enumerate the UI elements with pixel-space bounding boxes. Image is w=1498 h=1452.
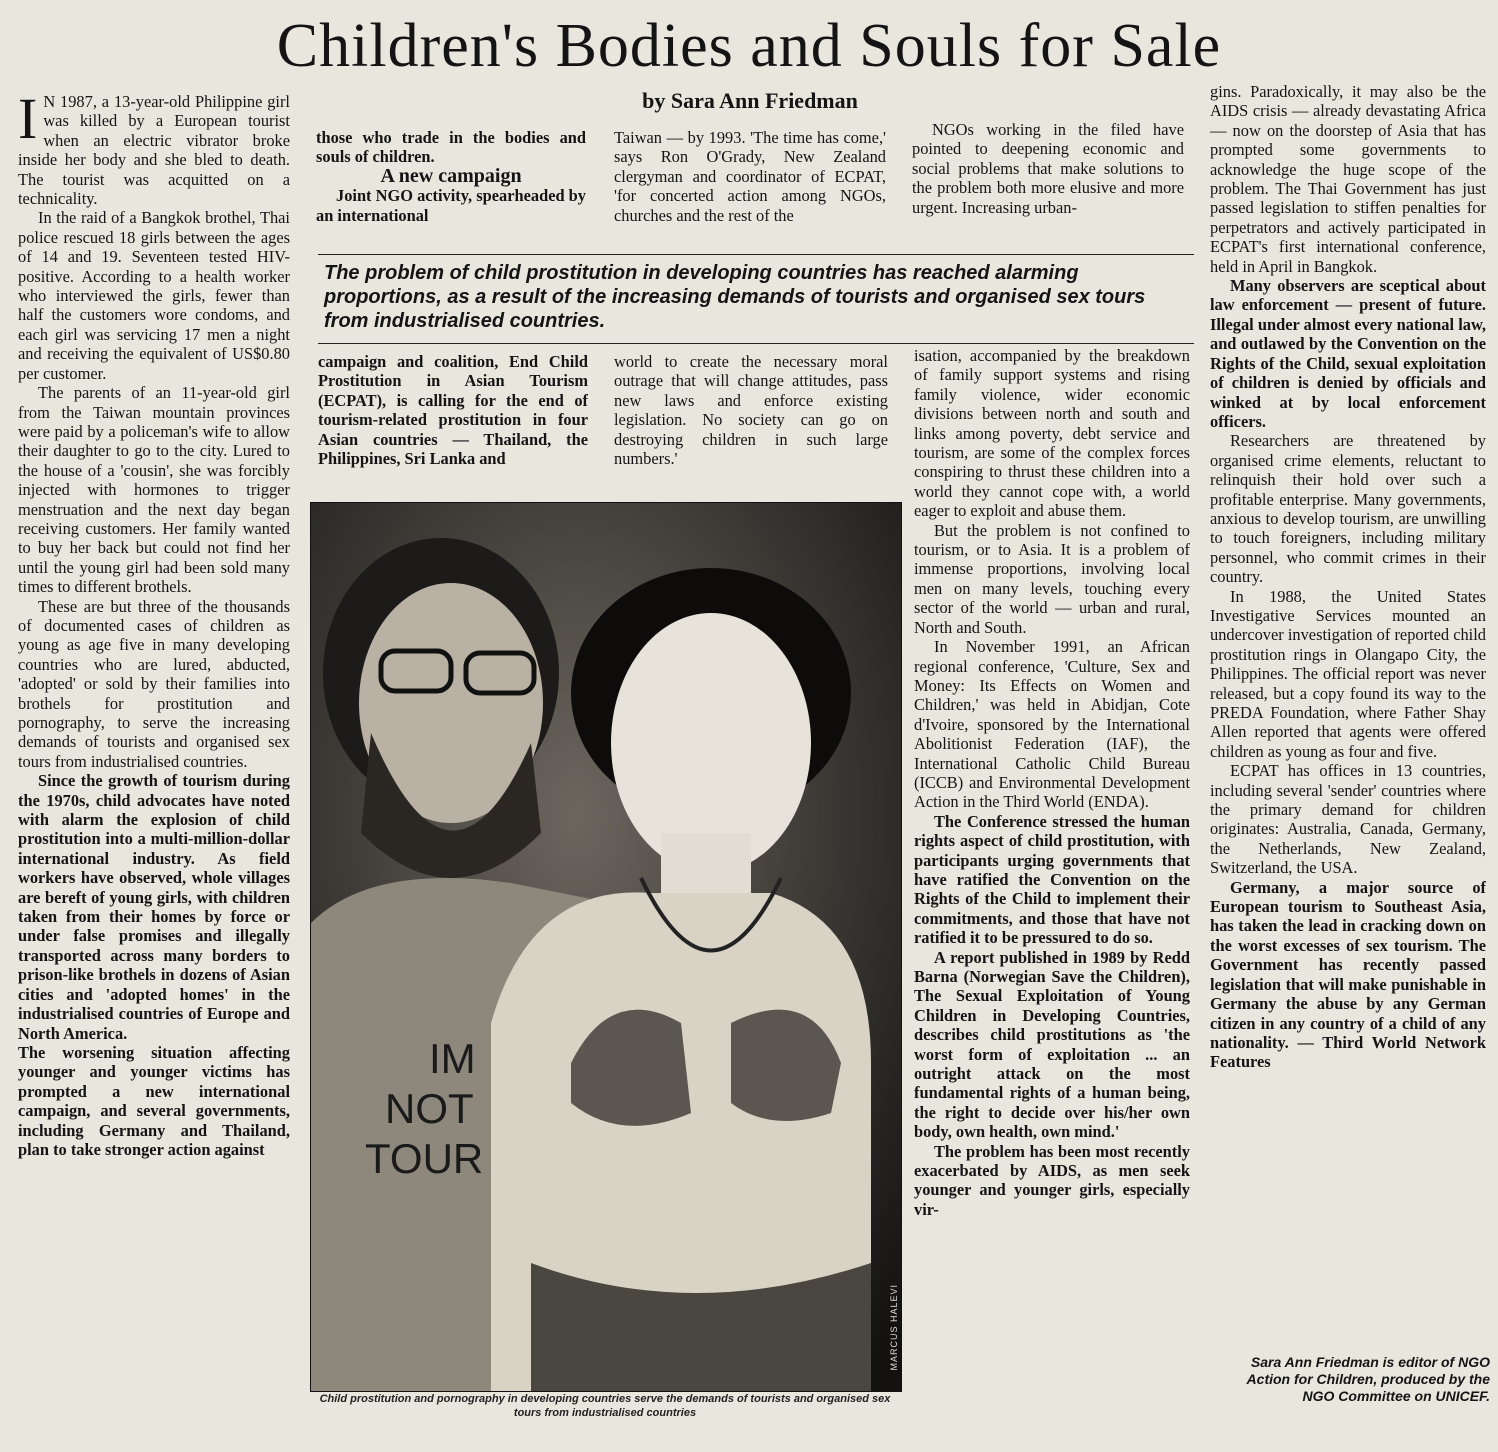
column-5 bbox=[1210, 82, 1486, 1350]
article-title: Children's Bodies and Souls for Sale bbox=[276, 12, 1222, 80]
paragraph: Germany, a major source of European tourism to Southeast Asia, has taken the lead in cracking down on the worst excesses of sex tourism. The Government has recently passed legislation that will make punishable in Germany the abuse by any German citizen in any country of a child of any nationality. — Third World Network Features bbox=[1210, 877, 1486, 1072]
column-3-top bbox=[614, 128, 886, 246]
paragraph: N 1987, a 13-year-old Philippine girl was killed by a European tourist when an electric vibrator broke inside her body and she bled to death. The tourist was acquitted on a technicality. bbox=[18, 92, 290, 209]
pull-quote: The problem of child prostitution in developing countries has reached alarming proportions, as a result of the increasing demands of tourists and organised sex tours from industrialised countries. bbox=[318, 254, 1194, 344]
paragraph: gins. Paradoxically, it may also be the AIDS crisis — already devastating Africa — now on the doorstep of Asia that has prompted some governments to acknowledge the huge scope of the problem. The Thai Government has just passed legislation to stiffen penalties for perpetrators and actively participated in ECPAT's first international conference, held in April in Bangkok. bbox=[1210, 82, 1486, 276]
shirt-text-3: TOUR bbox=[365, 1135, 484, 1182]
paragraph: Joint NGO activity, spearheaded by an international bbox=[316, 186, 586, 225]
paragraph: Taiwan — by 1993. 'The time has come,' says Ron O'Grady, New Zealand clergyman and coordinator of ECPAT, 'for concerted action among NGOs, churches and the rest of the bbox=[614, 128, 886, 225]
column-4 bbox=[914, 346, 1190, 1446]
subhead: A new campaign bbox=[380, 164, 522, 187]
paragraph: isation, accompanied by the breakdown of family support systems and rising family violence, wider economic divisions between north and south and links among poverty, debt service and tourism, are some of the complex forces conspiring to thrust these children into a world they cannot cope with, a world eager to exploit and abuse them. bbox=[914, 346, 1190, 521]
girl-neck bbox=[661, 833, 751, 903]
paragraph: The worsening situation affecting younger and younger victims has prompted a new international campaign, and several governments, including Germany and Thailand, plan to take stronger action against bbox=[18, 1042, 290, 1159]
author-bio: Sara Ann Friedman is editor of NGO Action for Children, produced by the NGO Committee on UNICEF. bbox=[1246, 1354, 1490, 1404]
paragraph: The problem has been most recently exacerbated by AIDS, as men seek younger and younger girls, especially vir- bbox=[914, 1141, 1190, 1219]
paragraph: The parents of an 11-year-old girl from the Taiwan mountain provinces were paid by a policeman's wife to allow their daughter to go to the city. Lured to the house of a 'cousin', she was forcibly injected with hormones to trigger menstruation and the next day began receiving customers. Her family wanted to buy her back but could not find her until the young girl had been sold many times to different brothels. bbox=[18, 383, 290, 597]
byline: by Sara Ann Friedman bbox=[642, 88, 858, 113]
photo-illustration bbox=[311, 503, 901, 1391]
paragraph: In November 1991, an African regional conference, 'Culture, Sex and Money: Its Effects on Women and Children,' was held in Abidjan, Cote d'Ivoire, sponsored by the International Abolitionist Federation (IAF), the International Catholic Child Bureau (ICCB) and Environmental Development Action in the Third World (ENDA). bbox=[914, 637, 1190, 812]
paragraph: In the raid of a Bangkok brothel, Thai police rescued 18 girls between the ages of 14 and 19. Seventeen tested HIV-positive. According to a health worker who interviewed the girls, fewer than half the customers wore condoms, and each girl was servicing 17 men a night and receiving the equivalent of US$0.80 per customer. bbox=[18, 208, 290, 383]
column-2-bottom bbox=[318, 352, 588, 492]
paragraph: The Conference stressed the human rights aspect of child prostitution, with participants urging governments that have ratified the Convention on the Rights of the Child to implement their commitments, and those that have not ratified it to be pressured to do so. bbox=[914, 811, 1190, 948]
photo-caption: Child prostitution and pornography in developing countries serve the demands of tourists and organised sex tours from industrialised countries bbox=[319, 1393, 891, 1419]
column-3-bottom bbox=[614, 352, 888, 492]
column-1 bbox=[18, 92, 290, 1444]
column-4-top bbox=[912, 120, 1184, 246]
paragraph: Many observers are sceptical about law enforcement — present of future. Illegal under almost every national law, and outlawed by the Convention on the Rights of the Child, sexual exploitation of children is denied by officials and winked at by local enforcement officers. bbox=[1210, 276, 1486, 431]
paragraph: A report published in 1989 by Redd Barna (Norwegian Save the Children), The Sexual Exploitation of Young Children in Developing Countries, describes child prostitutions as 'the worst form of exploitation ... an outright attack on the most fundamental rights of a human being, the right to decide over his/her own body, own health, own mind.' bbox=[914, 947, 1190, 1142]
paragraph: In 1988, the United States Investigative Services mounted an undercover investigation of reported child prostitution rings in Olangapo City, the Philippines. The official report was never released, but a copy found its way to the PREDA Foundation, where Father Shay Allen reported that agents were offered children as young as four and five. bbox=[1210, 586, 1486, 761]
photo-credit: MARCUS HALEVI bbox=[889, 1284, 899, 1371]
paragraph: Since the growth of tourism during the 1970s, child advocates have noted with alarm the explosion of child prostitution into a multi-million-dollar international industry. As field workers have observed, whole villages are bereft of young girls, with children taken from their homes by force or under false promises and illegally transported across many borders to prison-like brothels in dozens of Asian cities and 'adopted homes' in the industrialised countries of Europe and North America. bbox=[18, 771, 290, 1043]
paragraph: world to create the necessary moral outrage that will change attitudes, pass new laws and enforce existing legislation. No society can go on destroying children in such large numbers.' bbox=[614, 352, 888, 469]
shirt-text: IM bbox=[429, 1035, 476, 1082]
paragraph: those who trade in the bodies and souls of children. bbox=[316, 128, 586, 167]
paragraph: campaign and coalition, End Child Prostitution in Asian Tourism (ECPAT), is calling for the end of tourism-related prostitution in four Asian countries — Thailand, the Philippines, Sri Lanka and bbox=[318, 352, 588, 469]
paragraph: These are but three of the thousands of documented cases of children as young as age five in many developing countries who are lured, abducted, 'adopted' or sold by their families into brothels for prostitution and pornography, to serve the increasing demands of tourists and organised sex tours from industrialised countries. bbox=[18, 596, 290, 771]
paragraph: But the problem is not confined to tourism, or to Asia. It is a problem of immense proportions, involving local men on many levels, touching every sector of the world — urban and rural, North and South. bbox=[914, 520, 1190, 637]
article-photo bbox=[310, 502, 902, 1392]
paragraph: ECPAT has offices in 13 countries, including several 'sender' countries where the primary demand for children originates: Australia, Canada, Germany, the Netherlands, New Zealand, Switzerland, the USA. bbox=[1210, 761, 1486, 878]
paragraph: Researchers are threatened by organised crime elements, reluctant to relinquish their hold over such a profitable enterprise. Many governments, anxious to develop tourism, are unwilling to touch foreigners, including military personnel, who commit crimes in their country. bbox=[1210, 431, 1486, 587]
drop-cap: I bbox=[18, 92, 38, 151]
shirt-text-2: NOT bbox=[385, 1085, 474, 1132]
paragraph: NGOs working in the filed have pointed to deepening economic and social problems that make solutions to the problem both more elusive and more urgent. Increasing urban- bbox=[912, 120, 1184, 217]
column-2-top bbox=[316, 128, 586, 246]
